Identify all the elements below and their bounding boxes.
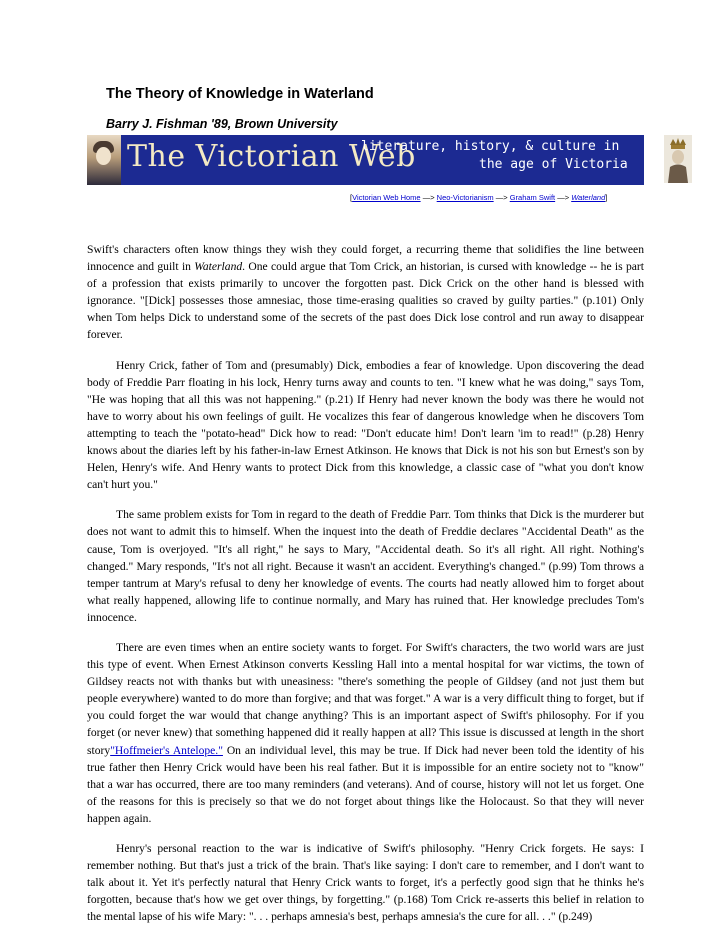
breadcrumb-link-waterland[interactable]: Waterland bbox=[571, 193, 606, 202]
paragraph-4: There are even times when an entire society wants to forget. For Swift's characters, the two world wars are just this type of event. When Ernest Atkinson converts Kessling Hall into a mental hospital for war victims, the town of Gildsey reacts not with thanks but with uneasiness: "there's something the people of Gildsey (and not just them but people everywhere) wanted to do more than forgive; and that was forget." A war is a very difficult thing to forget, but if you could forget the war would that change anything? This is an important aspect of Swift's philosophy. For if you forget (or never knew) that something happened did it really happen at all? This issue is discussed at length in the short story"Hoffmeier's Antelope." On an individual level, this may be true. If Dick had never been told the identity of his true father then Henry Crick would have been his real father. But it is impossible for an entire society not to "know" that a war has occurred, there are too many reminders (and veterans). And of course, history will not let us forget. One of the reasons for this is precisely so that we do not forget about things like the Holocaust. So that they will never happen again. bbox=[87, 640, 645, 825]
queen-victoria-portrait-icon bbox=[87, 135, 121, 185]
victorian-web-banner[interactable] bbox=[87, 135, 644, 185]
breadcrumb-link-home[interactable]: Victorian Web Home bbox=[352, 193, 421, 202]
article-body bbox=[87, 241, 644, 938]
royal-crest-icon bbox=[664, 135, 692, 183]
breadcrumb-link-neo-victorianism[interactable]: Neo-Victorianism bbox=[436, 193, 494, 202]
banner-tagline-line-2: the age of Victoria bbox=[479, 157, 628, 172]
paragraph-1: Swift's characters often know things they wish they could forget, a recurring theme that solidifies the line between innocence and guilt in Waterland. One could argue that Tom Crick, an historian, is cursed with knowledge -- he is part of a profession that exists primarily to uncover the forgotten past. Dick Crick on the other hand is blessed with ignorance. "[Dick] possesses those amnesiac, those time-erasing qualities so craved by guilty parties." (p.101) Only when Tom helps Dick to understand some of the secrets of the past does Dick lose control and run away to disappear forever. bbox=[87, 243, 644, 342]
paragraph-2: Henry Crick, father of Tom and (presumably) Dick, embodies a fear of knowledge. Upon discovering the dead body of Freddie Parr floating in his lock, Henry turns away and counts to ten. "I knew what he was doing," says Tom, "He was hoping that all this was not happening." (p.21) If Henry had never known the body was there he would not have to worry about his own feelings of guilt. He vocalizes this fear of dangerous knowledge when he discovers Tom attempting to teach the "potato-head" Dick how to read: "Don't educate him! Don't learn 'im to read!" (p.28) Henry knows about the diaries left by his father-in-law Ernest Atkinson. He knows that Dick is not his son but Ernest's son by Helen, Henry's wife. And Henry wants to protect Dick from this knowledge, a classic case of "what you don't know can't hurt you." bbox=[87, 358, 644, 492]
banner-site-name: The Victorian Web bbox=[127, 139, 416, 174]
banner-tagline-line-1: literature, history, & culture in bbox=[361, 139, 620, 154]
paragraph-5: Henry's personal reaction to the war is indicative of Swift's philosophy. "Henry Crick forgets. He says: I remember nothing. But that's just a trick of the brain. That's like saying: I don't care to remember, and I don't want to talk about it. Yet it's perfectly natural that Henry Crick wants to forget, it's a perfectly good sign that he thinks he's forgotten, because that's how we get over things, by forgetting." (p.168) Tom Crick re-asserts this belief in relation to the mental lapse of his wife Mary: ". . . perhaps amnesia's best, perhaps amnesia's the cure for all. . ." (p.249) bbox=[87, 842, 644, 924]
hoffmeiers-antelope-link[interactable]: "Hoffmeier's Antelope." bbox=[110, 743, 223, 757]
page-title: The Theory of Knowledge in Waterland bbox=[106, 86, 374, 102]
breadcrumb-link-graham-swift[interactable]: Graham Swift bbox=[509, 193, 556, 202]
author-byline: Barry J. Fishman '89, Brown University bbox=[106, 117, 338, 131]
breadcrumb: [Victorian Web Home —> Neo-Victorianism —> Graham Swift —> Waterland] bbox=[350, 193, 608, 202]
paragraph-3: The same problem exists for Tom in regard to the death of Freddie Parr. Tom thinks that Dick is the murderer but does not want to admit this to himself. When the inquest into the death of Freddie declares "Accidental Death" as the cause, Tom is overjoyed. "It's all right," he says to Mary, "Accidental death. So it's all right. All right. Nothing's changed." Mary responds, "It's not all right. Because it wasn't an accident. Everything's changed." (p.99) Tom throws a temper tantrum at Mary's refusal to deny her knowledge of events. The courts had neatly allowed him to forget about what really happened, allowing life to continue normally, and Mary has ruined that. Her knowledge precludes Tom's innocence. bbox=[87, 508, 644, 624]
